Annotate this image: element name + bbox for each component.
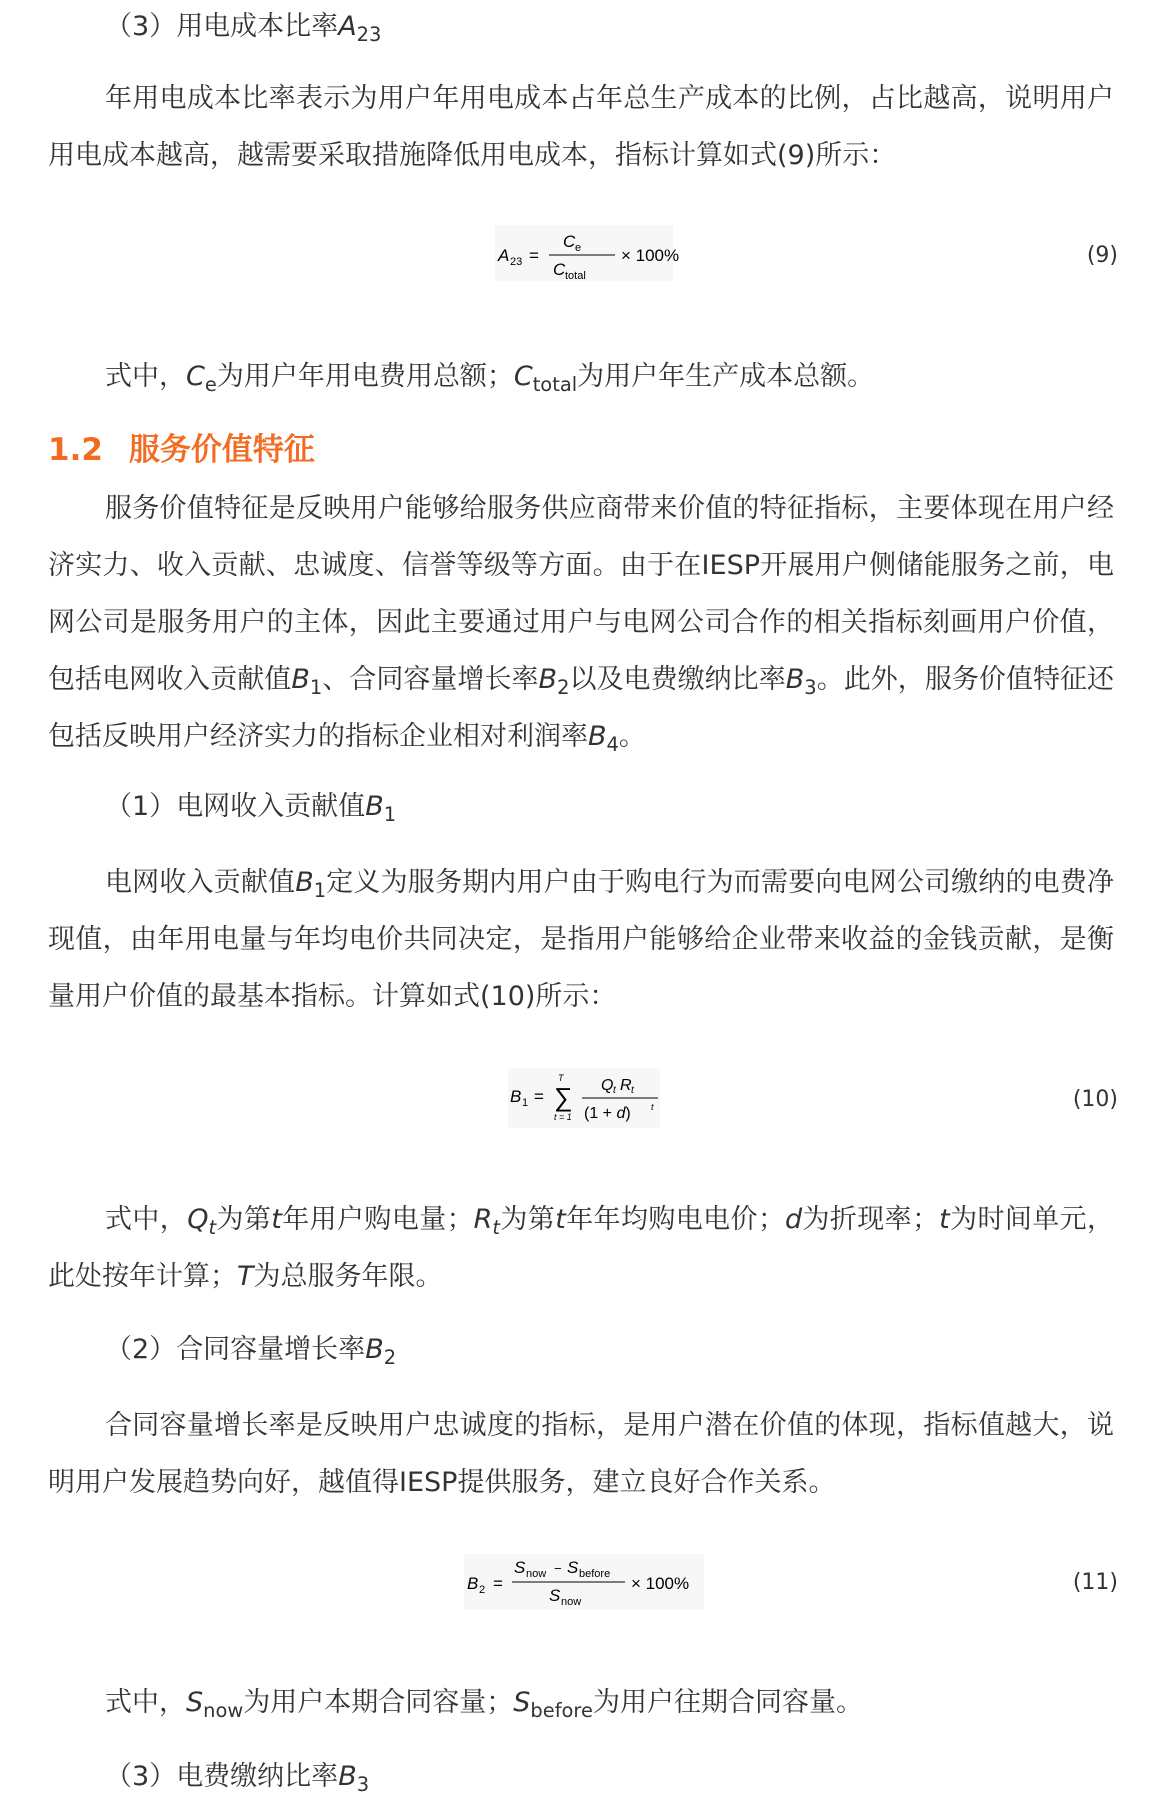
paragraph-eq9-where: 式中，$C_e$为用户年用电费用总额；$C_{total}$为用户年生产成本总额。 [105, 361, 875, 397]
eq11-equals: = [493, 1574, 503, 1593]
equation-10-svg [508, 1068, 660, 1128]
eq10-lhs: B [510, 1087, 522, 1106]
eq11-n2-sub: before [579, 1568, 611, 1580]
eq9-tail: × 100% [621, 246, 680, 265]
paragraph-b2-definition: 合同容量增长率是反映用户忠诚度的指标，是用户潜在价值的体现，指标值越大，说明用户发展趋势向好，越值得IESP提供服务，建立良好合作关系。 [48, 1410, 1114, 1498]
equation-11-number: (11) [1072, 1570, 1118, 1595]
eq10-num-r-sub: t [631, 1085, 634, 1096]
eq10-sum-lower: t = 1 [554, 1112, 572, 1122]
subheading-b3: （3）电费缴纳比率$B_3$ [105, 1761, 370, 1797]
eq10-num-q: Q [601, 1077, 614, 1094]
eq11-den-var: S [549, 1586, 561, 1605]
subheading-b2: （2）合同容量增长率$B_2$ [105, 1334, 397, 1370]
eq11-lhs: B [467, 1574, 479, 1593]
subheading-a23: （3）用电成本比率$A_{23}$ [105, 11, 382, 47]
eq10-den-exp: t [651, 1102, 654, 1112]
paragraph-a23-definition: 年用电成本比率表示为用户年用电成本占年总生产成本的比例，占比越高，说明用户用电成本越高，越需要采取措施降低用电成本，指标计算如式(9)所示： [48, 83, 1114, 171]
eq11-tail: × 100% [631, 1574, 690, 1593]
equation-11 [464, 1554, 704, 1610]
equation-9-svg [495, 225, 680, 282]
eq11-minus: − [554, 1561, 562, 1576]
eq10-sum-sign: ∑ [554, 1082, 573, 1112]
eq9-num-var: C [563, 232, 576, 251]
equation-11-svg [464, 1554, 704, 1610]
eq11-n1-sub: now [526, 1568, 547, 1580]
paragraph-service-value: 服务价值特征是反映用户能够给服务供应商带来价值的特征指标，主要体现在用户经济实力、收入贡献、忠诚度、信誉等级等方面。由于在IESP开展用户侧储能服务之前，电网公司是服务用户的主体，因此主要通过用户与电网公司合作的相关指标刻画用户价值，包括电网收入贡献值$B_1$、合同容量增长率$B_2$以及电费缴纳比率$B_3$。此外，服务价值特征还包括反映用户经济实力的指标企业相对利润率$B_4$。 [48, 493, 1115, 757]
eq9-lhs: A [498, 246, 510, 265]
equation-10-number: (10) [1072, 1087, 1118, 1112]
eq9-equals: = [529, 246, 539, 265]
paragraph-eq11-where: 式中，$S_{now}$为用户本期合同容量；$S_{before}$为用户往期合同容量。 [105, 1687, 863, 1723]
subheading-b1: （1）电网收入贡献值$B_1$ [105, 791, 397, 827]
eq11-n1-var: S [514, 1558, 526, 1577]
eq10-den: (1 + d) [584, 1105, 631, 1122]
section-heading-1-2: 1.2 服务价值特征 [48, 432, 315, 468]
eq11-n2-var: S [567, 1558, 579, 1577]
eq9-num-sub: e [575, 242, 582, 254]
eq10-num-r: R [620, 1077, 632, 1094]
equation-9-number: (9) [1086, 243, 1118, 268]
equation-9 [495, 225, 680, 282]
eq9-den-sub: total [565, 270, 586, 282]
equation-10 [508, 1068, 660, 1128]
paragraph-eq10-where: 式中，$Q_t$为第t年用户购电量；$R_t$为第t年年均购电电价；d为折现率；t为时间单元，此处按年计算；T为总服务年限。 [48, 1204, 1115, 1292]
eq9-den-var: C [553, 260, 566, 279]
paragraph-b1-definition: 电网收入贡献值$B_1$定义为服务期内用户由于购电行为而需要向电网公司缴纳的电费净现值，由年用电量与年均电价共同决定，是指用户能够给企业带来收益的金钱贡献，是衡量用户价值的最基本指标。计算如式(10)所示： [48, 867, 1115, 1012]
eq10-equals: = [534, 1087, 544, 1106]
eq11-lhs-sub: 2 [479, 1584, 486, 1596]
eq11-den-sub: now [561, 1596, 582, 1608]
eq10-sum-upper: T [558, 1073, 564, 1083]
eq9-lhs-sub: 23 [510, 256, 523, 268]
eq10-num-q-sub: t [613, 1085, 616, 1096]
eq10-lhs-sub: 1 [522, 1097, 529, 1109]
